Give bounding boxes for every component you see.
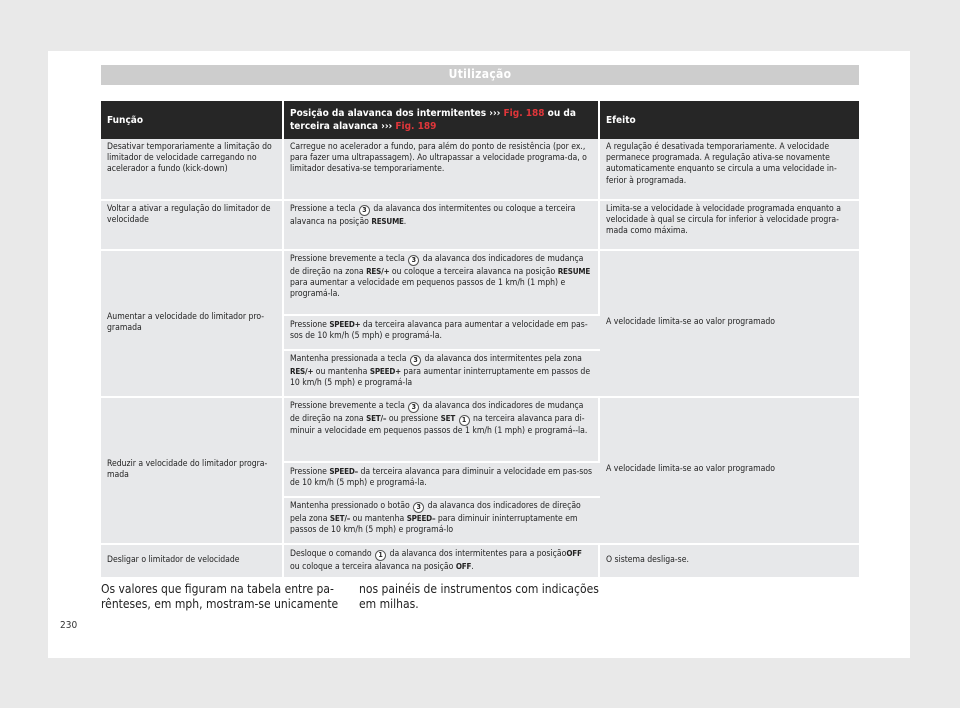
footer-text-left: Os valores que figuram na tabela entre pa-rênteses, em mph, mostram-se unicamente	[101, 582, 339, 611]
section-title: Utilização	[448, 67, 512, 81]
table-header-row	[101, 101, 859, 139]
res-plus-label: RES/+	[366, 267, 390, 276]
arrow-icon: ›››	[489, 108, 501, 119]
cell-function: Aumentar a velocidade do limitador pro-gramada	[101, 251, 284, 398]
off-label: OFF	[566, 549, 582, 558]
fig-188-link[interactable]: Fig. 188	[503, 108, 545, 119]
cell-effect: O sistema desliga-se.	[600, 545, 859, 579]
cell-position: Pressione SPEED+ da terceira alavanca para aumentar a velocidade em pas-sos de 10 km/h (5 mph) e programá-la.	[284, 316, 600, 351]
header-function: Função	[101, 101, 284, 139]
cell-position: Pressione brevemente a tecla 3 da alavanca dos indicadores de mudança de direção na zona RES/+ ou coloque a terceira alavanca na posição RESUME para aumentar a velocidade em pequenos passos de 1 km/h (1 mph) e programá-la.	[284, 251, 600, 316]
speed-plus-label: SPEED+	[329, 320, 361, 329]
footer-text-right: nos painéis de instrumentos com indicações em milhas.	[359, 582, 599, 611]
fig-189-link[interactable]: Fig. 189	[395, 121, 437, 132]
cell-position: Carregue no acelerador a fundo, para além do ponto de resistência (por ex., para fazer uma ultrapassagem). Ao ultrapassar a velocidade programa-da, o limitador desativa-se temporariamente.	[284, 139, 600, 201]
off-label: OFF	[455, 562, 472, 571]
cell-position: Mantenha pressionada a tecla 3 da alavanca dos intermitentes pela zona RES/+ ou mantenha SPEED+ para aumentar ininterruptamente em passos de 10 km/h (5 mph) e programá-la	[284, 351, 600, 398]
set-minus-label: SET/–	[366, 414, 387, 423]
table-row	[101, 251, 859, 316]
speed-plus-label: SPEED+	[369, 367, 401, 376]
key-1-icon: 1	[459, 415, 470, 426]
cell-effect: Limita-se a velocidade à velocidade programada enquanto a velocidade à qual se circula for inferior à velocidade progra-mada como máxima.	[600, 201, 859, 251]
header-effect: Efeito	[600, 101, 859, 139]
cell-effect: A regulação é desativada temporariamente. A velocidade permanece programada. A regulação ativa-se novamente automaticamente enquanto se circula a uma velocidade in-ferior à programada.	[600, 139, 859, 201]
cell-function: Desativar temporariamente a limitação do limitador de velocidade carregando no acelerador a fundo (kick-down)	[101, 139, 284, 201]
cell-position: Pressione SPEED– da terceira alavanca para diminuir a velocidade em pas-sos de 10 km/h (5 mph) e programá-la.	[284, 463, 600, 498]
cell-position: Pressione brevemente a tecla 3 da alavanca dos indicadores de mudança de direção na zona SET/– ou pressione SET 1 na terceira alavanca para di-minuir a velocidade em pequenos passos de 1 km/h (1 mph) e programá--la.	[284, 398, 600, 463]
section-header	[101, 65, 859, 85]
cell-function: Reduzir a velocidade do limitador progra-mada	[101, 398, 284, 545]
manual-page	[48, 51, 910, 658]
page-number: 230	[60, 620, 78, 631]
speed-minus-label: SPEED–	[406, 514, 436, 523]
table-row	[101, 201, 859, 251]
key-3-icon: 3	[408, 255, 419, 266]
key-1-icon: 1	[375, 550, 386, 561]
cell-function: Desligar o limitador de velocidade	[101, 545, 284, 579]
cell-effect: A velocidade limita-se ao valor programado	[600, 398, 859, 545]
set-minus-label: SET/–	[329, 514, 351, 523]
set-label: SET	[440, 414, 456, 423]
key-3-icon: 3	[413, 502, 424, 513]
table-row	[101, 545, 859, 579]
cell-position: Desloque o comando 1 da alavanca dos intermitentes para a posiçãoOFF ou coloque a terceira alavanca na posição OFF.	[284, 545, 600, 579]
table-row	[101, 398, 859, 463]
speed-limiter-table	[101, 101, 859, 579]
key-3-icon: 3	[408, 402, 419, 413]
header-position: Posição da alavanca dos intermitentes ››› Fig. 188 ou da terceira alavanca ››› Fig. 189	[284, 101, 600, 139]
cell-position: Mantenha pressionado o botão 3 da alavanca dos indicadores de direção pela zona SET/– ou mantenha SPEED– para diminuir ininterruptamente em passos de 10 km/h (5 mph) e programá-lo	[284, 498, 600, 545]
cell-function: Voltar a ativar a regulação do limitador de velocidade	[101, 201, 284, 251]
cell-effect: A velocidade limita-se ao valor programado	[600, 251, 859, 398]
key-3-icon: 3	[359, 205, 370, 216]
arrow-icon: ›››	[381, 121, 393, 132]
speed-minus-label: SPEED–	[329, 467, 358, 476]
key-3-icon: 3	[410, 355, 421, 366]
cell-position: Pressione a tecla 3 da alavanca dos intermitentes ou coloque a terceira alavanca na posição RESUME.	[284, 201, 600, 251]
resume-label: RESUME	[557, 267, 591, 276]
res-plus-label: RES/+	[290, 367, 314, 376]
table-row	[101, 139, 859, 201]
resume-label: RESUME	[371, 217, 404, 226]
